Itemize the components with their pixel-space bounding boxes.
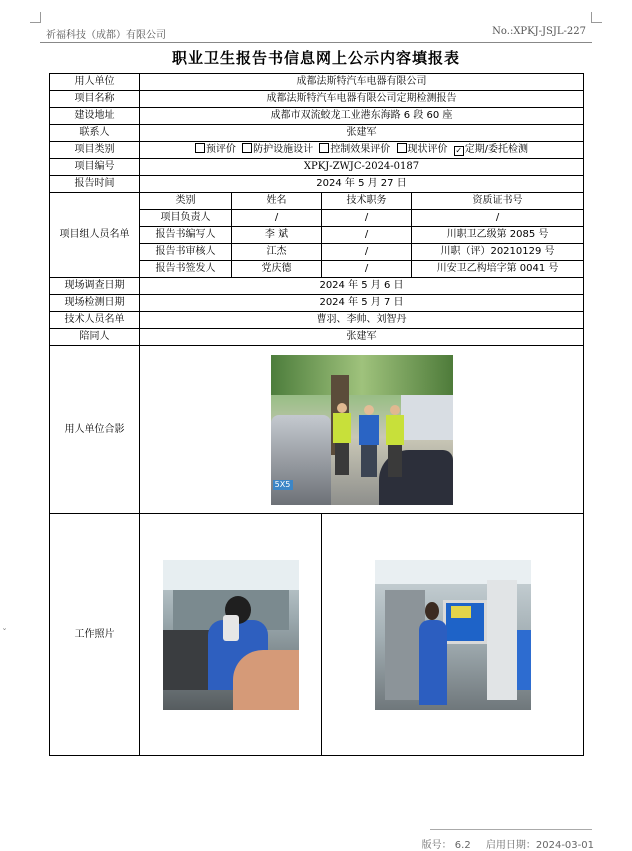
category-option[interactable]: 控制效果评价 xyxy=(319,144,390,155)
category-option[interactable]: 防护设施设计 xyxy=(242,144,313,155)
work-photo xyxy=(375,560,531,710)
checkbox-icon xyxy=(397,143,407,153)
member-title: / xyxy=(322,244,412,261)
page-title: 职业卫生报告书信息网上公示内容填报表 xyxy=(171,49,460,67)
member-title: / xyxy=(322,227,412,244)
category-option[interactable]: ✓ 定期/委托检测 xyxy=(455,144,529,155)
value-report-time: 2024 年 5 月 27 日 xyxy=(140,176,584,193)
work-photo xyxy=(163,560,299,710)
row-work-photos xyxy=(50,514,584,756)
row-project-no xyxy=(50,159,584,176)
team-header: 类别 xyxy=(140,193,232,210)
value-project-no: XPKJ-ZWJC-2024-0187 xyxy=(140,159,584,176)
member-role: 项目负责人 xyxy=(140,210,232,227)
category-options xyxy=(140,142,584,159)
label-address: 建设地址 xyxy=(50,108,140,125)
label-escort: 陪同人 xyxy=(50,329,140,346)
member-role: 报告书编写人 xyxy=(140,227,232,244)
label-project-name: 项目名称 xyxy=(50,91,140,108)
value-contact: 张建军 xyxy=(140,125,584,142)
member-cert: 川安卫乙构培字第 0041 号 xyxy=(412,261,584,278)
label-project-no: 项目编号 xyxy=(50,159,140,176)
row-address xyxy=(50,108,584,125)
value-test-date: 2024 年 5 月 7 日 xyxy=(140,295,584,312)
team-header-row xyxy=(50,193,584,210)
member-cert: / xyxy=(412,210,584,227)
checkbox-icon xyxy=(319,143,329,153)
label-technicians: 技术人员名单 xyxy=(50,312,140,329)
value-survey-date: 2024 年 5 月 6 日 xyxy=(140,278,584,295)
member-title: / xyxy=(322,210,412,227)
row-project-name xyxy=(50,91,584,108)
row-test-date xyxy=(50,295,584,312)
member-cert: 川职卫乙级第 2085 号 xyxy=(412,227,584,244)
category-option[interactable]: 预评价 xyxy=(195,144,236,155)
label-group-photo: 用人单位合影 xyxy=(50,346,140,514)
team-header: 姓名 xyxy=(232,193,322,210)
member-name: 党庆德 xyxy=(232,261,322,278)
label-survey-date: 现场调查日期 xyxy=(50,278,140,295)
side-arrow: ˇ xyxy=(2,628,7,639)
member-role: 报告书签发人 xyxy=(140,261,232,278)
version-number: 版号： 6.2 xyxy=(421,840,471,851)
team-header: 技术职务 xyxy=(322,193,412,210)
category-option[interactable]: 现状评价 xyxy=(397,144,448,155)
row-group-photo xyxy=(50,346,584,514)
row-employer xyxy=(50,74,584,91)
value-employer: 成都法斯特汽车电器有限公司 xyxy=(140,74,584,91)
effective-date: 启用日期：2024-03-01 xyxy=(485,840,594,851)
row-technicians xyxy=(50,312,584,329)
team-header: 资质证书号 xyxy=(412,193,584,210)
row-category xyxy=(50,142,584,159)
footer-rule xyxy=(430,829,592,830)
group-photo-cell xyxy=(140,346,584,514)
work-photo-cell xyxy=(140,514,322,756)
label-contact: 联系人 xyxy=(50,125,140,142)
company-header: 祈福科技（成都）有限公司 xyxy=(46,30,166,41)
value-address: 成都市双流蛟龙工业港东海路 6 段 60 座 xyxy=(140,108,584,125)
crop-mark xyxy=(30,12,41,23)
row-contact xyxy=(50,125,584,142)
checkbox-icon xyxy=(195,143,205,153)
work-photo-cell xyxy=(322,514,584,756)
label-team: 项目组人员名单 xyxy=(50,193,140,278)
value-escort: 张建军 xyxy=(140,329,584,346)
page-header xyxy=(40,24,592,40)
row-survey-date xyxy=(50,278,584,295)
member-name: 李 斌 xyxy=(232,227,322,244)
checkbox-icon xyxy=(242,143,252,153)
document-number: No.:XPKJ-JSJL-227 xyxy=(492,26,586,37)
value-project-name: 成都法斯特汽车电器有限公司定期检测报告 xyxy=(140,91,584,108)
member-name: / xyxy=(232,210,322,227)
license-plate: 5X5 xyxy=(273,480,293,490)
value-technicians: 曹羽、李帅、刘智丹 xyxy=(140,312,584,329)
label-test-date: 现场检测日期 xyxy=(50,295,140,312)
member-name: 江杰 xyxy=(232,244,322,261)
row-report-time xyxy=(50,176,584,193)
info-table xyxy=(49,73,584,756)
member-role: 报告书审核人 xyxy=(140,244,232,261)
member-cert: 川职（评）20210129 号 xyxy=(412,244,584,261)
group-photo xyxy=(271,355,453,505)
checked-checkbox-icon: ✓ xyxy=(455,146,463,155)
page-footer xyxy=(422,836,594,851)
label-report-time: 报告时间 xyxy=(50,176,140,193)
label-employer: 用人单位 xyxy=(50,74,140,91)
crop-mark xyxy=(591,12,602,23)
header-rule xyxy=(40,42,592,43)
label-category: 项目类别 xyxy=(50,142,140,159)
label-work-photos: 工作照片 xyxy=(50,514,140,756)
row-escort xyxy=(50,329,584,346)
member-title: / xyxy=(322,261,412,278)
